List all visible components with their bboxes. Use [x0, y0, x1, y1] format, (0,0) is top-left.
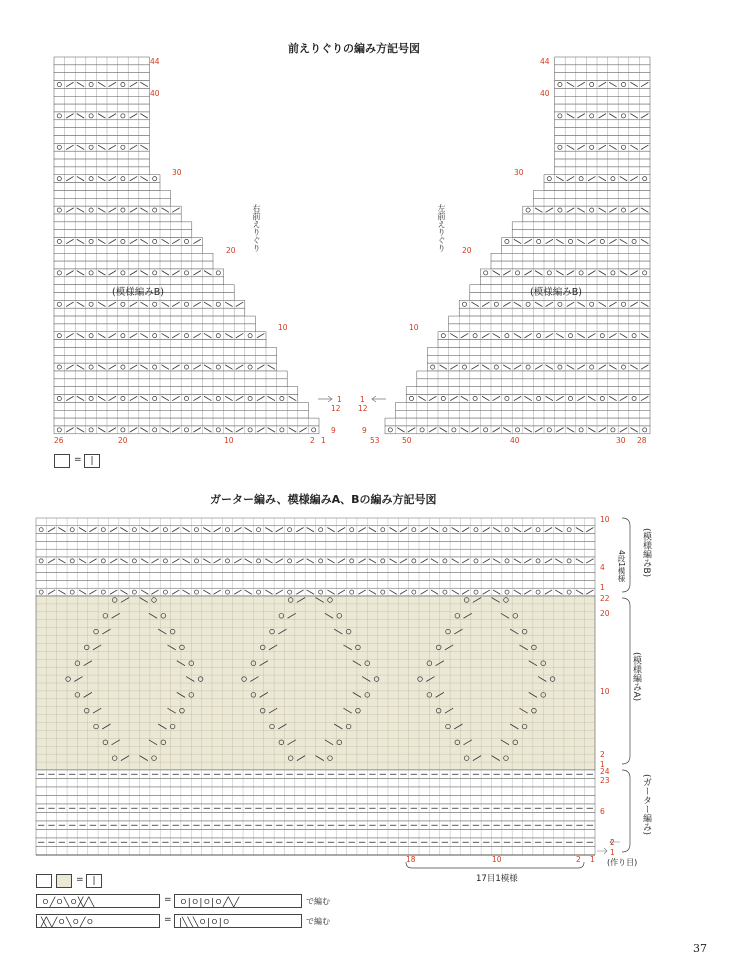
garter-row-24: 24 — [600, 767, 610, 776]
right-col-9: 9 — [362, 426, 367, 435]
garter-col-18: 18 — [406, 855, 416, 864]
section-b-repeat: 4段1模様 — [617, 550, 626, 583]
left-col-9: 9 — [331, 426, 336, 435]
right-row-20: 20 — [462, 246, 472, 255]
front-chart-title: 前えりぐりの編み方記号図 — [288, 42, 420, 55]
legend-row1-suffix: で編む — [306, 897, 330, 906]
page-number: 37 — [693, 942, 707, 955]
garter-col-1: 1 — [590, 855, 595, 864]
left-row-44: 44 — [150, 57, 160, 66]
left-row-12: 12 — [331, 404, 341, 413]
garter-bracket — [622, 770, 630, 852]
garter-row-10b: 10 — [600, 687, 610, 696]
left-row-1: 1 — [337, 395, 342, 404]
cast-on-label: (作り目) — [607, 858, 638, 867]
left-row-10: 10 — [278, 323, 288, 332]
legend-row2-equals: = — [164, 915, 172, 925]
right-col-40: 40 — [510, 436, 520, 445]
section-a-label: (模様編みA) — [631, 652, 641, 702]
garter-chart-title: ガーター編み、模様編みA、Bの編み方記号図 — [210, 493, 437, 506]
left-col-20: 20 — [118, 436, 128, 445]
garter-row-20: 20 — [600, 609, 610, 618]
legend2-blank-cell — [36, 874, 52, 888]
legend-row2-suffix: で編む — [306, 917, 330, 926]
left-neck-label: 左前えりぐり — [437, 204, 446, 252]
legend-knit-symbol: | — [84, 454, 100, 468]
garter-row-1: 1 — [600, 583, 605, 592]
right-row-44: 44 — [540, 57, 550, 66]
garter-row-2: 2 — [600, 750, 605, 759]
left-col-26: 26 — [54, 436, 64, 445]
garter-row-22: 22 — [600, 594, 610, 603]
right-row-40: 40 — [540, 89, 550, 98]
right-row-1: 1 — [360, 395, 365, 404]
left-row-30: 30 — [172, 168, 182, 177]
garter-row-2b: 2 — [610, 838, 615, 847]
left-row-40: 40 — [150, 89, 160, 98]
legend-row1-equals: = — [164, 895, 172, 905]
right-row-12: 12 — [358, 404, 368, 413]
pattern-b-label-right: (模様編みB) — [530, 287, 582, 298]
legend-equals: = — [74, 455, 82, 465]
section-a-bracket — [622, 598, 630, 764]
legend2-knit-symbol: | — [86, 874, 102, 888]
section-b-label: (模様編みB) — [641, 528, 651, 578]
section-garter-label: (ガーター編み) — [641, 774, 651, 836]
left-col-1: 1 — [321, 436, 326, 445]
garter-row-10: 10 — [600, 515, 610, 524]
right-col-50: 50 — [402, 436, 412, 445]
garter-row-1b: 1 — [600, 760, 605, 769]
right-col-28: 28 — [637, 436, 647, 445]
repeat-label: 17目1模様 — [476, 874, 518, 884]
legend2-equals: = — [76, 875, 84, 885]
garter-row-1c: 1 — [610, 848, 615, 857]
right-row-10: 10 — [409, 323, 419, 332]
garter-col-10: 10 — [492, 855, 502, 864]
legend-row2-expansion: |╲╲╲ㅇ|ㅇ|ㅇ — [174, 914, 302, 928]
legend2-tan-cell — [56, 874, 72, 888]
right-row-30: 30 — [514, 168, 524, 177]
left-col-10: 10 — [224, 436, 234, 445]
left-col-2: 2 — [310, 436, 315, 445]
row1-arrow — [597, 848, 607, 854]
garter-row-23: 23 — [600, 776, 610, 785]
garter-row-4: 4 — [600, 563, 605, 572]
left-row-20: 20 — [226, 246, 236, 255]
right-col-53: 53 — [370, 436, 380, 445]
legend-row1-expansion: ㅇ|ㅇ|ㅇ|ㅇ╱╲╱ — [174, 894, 302, 908]
right-neck-label: 右前えりぐり — [252, 204, 261, 252]
garter-row-6: 6 — [600, 807, 605, 816]
garter-col-2: 2 — [576, 855, 581, 864]
pattern-b-label-left: (模様編みB) — [112, 287, 164, 298]
legend-row2-symbols: ╳╲╱ㅇ╲ㅇ╱ㅇ — [36, 914, 160, 928]
legend-row1-symbols: ㅇ╱ㅇ╲ㅇ╳╱╲ — [36, 894, 160, 908]
right-col-30: 30 — [616, 436, 626, 445]
